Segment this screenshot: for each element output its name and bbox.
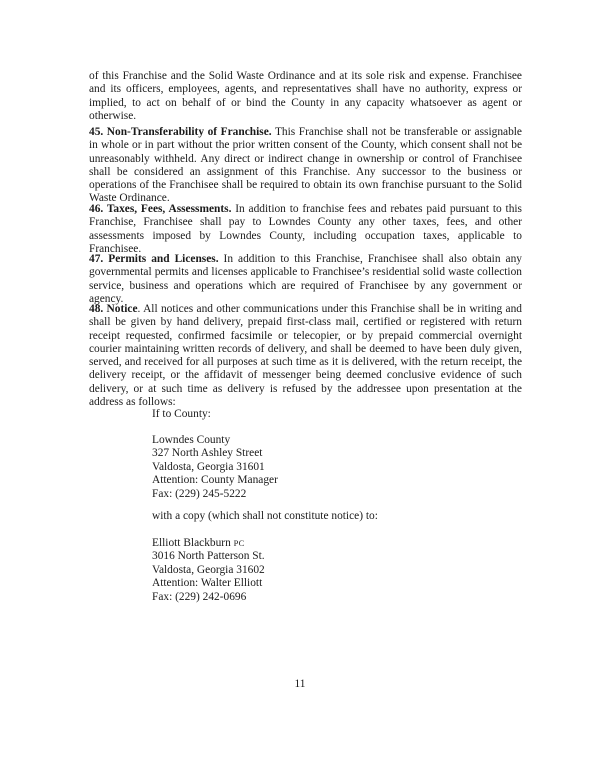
section-47-heading: 47. Permits and Licenses. xyxy=(89,253,219,265)
firm-name: Elliott Blackburn xyxy=(152,537,231,549)
firm-name-line xyxy=(152,537,265,550)
address-line: Valdosta, Georgia 31601 xyxy=(152,460,265,473)
address-line: Lowndes County xyxy=(152,434,231,446)
address-line: Attention: Walter Elliott xyxy=(152,577,263,590)
page-number: 11 xyxy=(294,678,306,690)
address-line: 327 North Ashley Street xyxy=(152,447,263,460)
section-46 xyxy=(89,203,522,256)
section-48-body: . All notices and other communications under this Franchise shall be in writing and shall be given by hand delivery, prepaid first-class mail, certified or registered with return receipt requested, confirmed facsimile or telecopier, or by prepaid commercial overnight courier maintaining written records of delivery, and shall be deemed to have been duly given, served, and received for all purposes at such time as it is delivered, with the return receipt, the delivery receipt, or the affidavit of messenger being deemed conclusive evidence of such delivery, or at such time as delivery is refused by the addressee upon presentation at the address as follows: xyxy=(89,303,522,409)
notice-to-county-label xyxy=(152,408,211,421)
address-line: Valdosta, Georgia 31602 xyxy=(152,563,265,576)
address-line: Fax: (229) 242-0696 xyxy=(152,590,247,603)
continuation-paragraph: of this Franchise and the Solid Waste Ordinance and at its sole risk and expense. Franchisee and its officers, employees, agents, and representatives shall have no authority, express or implied, to act on behalf of or bind the County in any capacity whatsoever as agent or otherwise. xyxy=(89,70,522,122)
county-address-block xyxy=(152,434,278,501)
copy-notice-label: with a copy (which shall not constitute notice) to: xyxy=(152,510,378,522)
section-47 xyxy=(89,253,522,306)
address-line: 3016 North Patterson St. xyxy=(152,550,265,563)
copy-notice-label-block xyxy=(152,510,378,523)
firm-suffix: PC xyxy=(233,538,245,548)
section-45-body: This Franchise shall not be transferable or assignable in whole or in part without the prior written consent of the County, which consent shall not be unreasonably withheld. Any direct or indirect change in ownership or control of Franchisee shall be considered an assignment of this Franchise. Any successor to the business or operations of the Franchisee shall be required to obtain its own franchise pursuant to the Solid Waste Ordinance. xyxy=(89,126,522,205)
section-48-heading: 48. Notice xyxy=(89,303,138,315)
section-45 xyxy=(89,126,522,206)
if-to-county-label: If to County: xyxy=(152,408,211,420)
section-46-body: In addition to franchise fees and rebates paid pursuant to this Franchise, Franchisee shall pay to Lowndes County any other taxes, fees, and other assessments imposed by Lowndes County, including occupation taxes, applicable to Franchisee. xyxy=(89,203,522,255)
copy-address-block xyxy=(152,537,265,604)
section-45-heading: 45. Non-Transferability of Franchise. xyxy=(89,126,272,138)
section-47-body: In addition to this Franchise, Franchisee shall also obtain any governmental permits and licenses applicable to Franchisee’s residential solid waste collection service, business and operations which are required of Franchisee by any government or agency. xyxy=(89,253,522,305)
address-line: Fax: (229) 245-5222 xyxy=(152,487,247,500)
address-line: Attention: County Manager xyxy=(152,474,278,487)
section-48 xyxy=(89,303,522,409)
section-46-heading: 46. Taxes, Fees, Assessments. xyxy=(89,203,232,215)
